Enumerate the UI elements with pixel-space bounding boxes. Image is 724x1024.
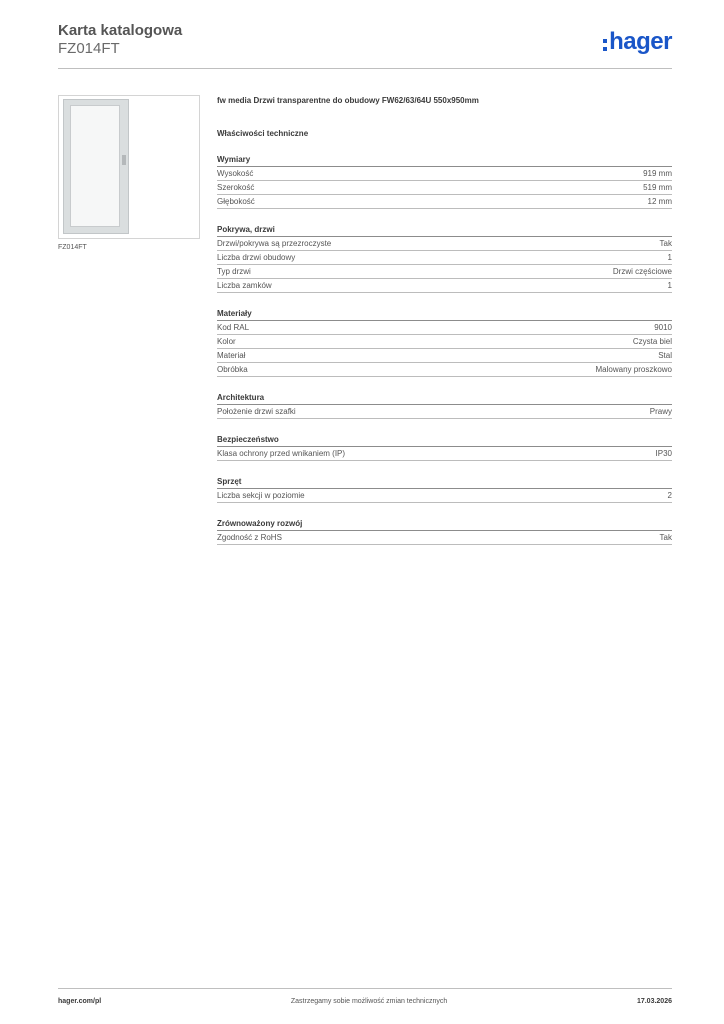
property-row bbox=[217, 349, 672, 363]
door-frame bbox=[63, 99, 129, 234]
door-lock-icon bbox=[122, 155, 126, 165]
page-header bbox=[58, 22, 672, 57]
footer-date: 17.03.2026 bbox=[636, 998, 672, 1005]
door-glass-panel bbox=[70, 105, 120, 227]
property-label: Wysokość bbox=[217, 169, 254, 178]
property-group bbox=[217, 225, 672, 293]
property-row bbox=[217, 363, 672, 377]
group-title: Pokrywa, drzwi bbox=[217, 225, 672, 237]
property-value: 519 mm bbox=[643, 183, 672, 192]
property-label: Liczba sekcji w poziomie bbox=[217, 491, 305, 500]
property-value: Prawy bbox=[649, 407, 672, 416]
group-title: Wymiary bbox=[217, 155, 672, 167]
product-image bbox=[58, 95, 200, 239]
technical-sheet bbox=[217, 96, 672, 545]
property-value: 1 bbox=[667, 281, 672, 290]
logo-text: hager bbox=[609, 28, 672, 55]
document-title: Karta katalogowa bbox=[58, 22, 183, 39]
property-value: 12 mm bbox=[647, 197, 672, 206]
property-row bbox=[217, 181, 672, 195]
property-label: Drzwi/pokrywa są przezroczyste bbox=[217, 239, 332, 248]
property-row bbox=[217, 251, 672, 265]
logo-dots-icon bbox=[603, 39, 607, 51]
property-label: Klasa ochrony przed wnikaniem (IP) bbox=[217, 449, 346, 458]
property-group bbox=[217, 519, 672, 545]
property-row bbox=[217, 321, 672, 335]
property-row bbox=[217, 167, 672, 181]
property-label: Kod RAL bbox=[217, 323, 250, 332]
property-value: 2 bbox=[667, 491, 672, 500]
property-value: Tak bbox=[659, 239, 672, 248]
group-title: Sprzęt bbox=[217, 477, 672, 489]
property-value: 919 mm bbox=[643, 169, 672, 178]
property-group bbox=[217, 435, 672, 461]
property-group bbox=[217, 155, 672, 209]
property-row bbox=[217, 405, 672, 419]
property-value: IP30 bbox=[655, 449, 672, 458]
property-label: Obróbka bbox=[217, 365, 248, 374]
property-row bbox=[217, 335, 672, 349]
footer-divider bbox=[58, 988, 672, 989]
property-label: Położenie drzwi szafki bbox=[217, 407, 296, 416]
property-label: Materiał bbox=[217, 351, 246, 360]
header-divider bbox=[58, 68, 672, 69]
property-group bbox=[217, 309, 672, 377]
product-code: FZ014FT bbox=[58, 40, 120, 57]
property-group bbox=[217, 477, 672, 503]
image-caption: FZ014FT bbox=[58, 244, 87, 251]
property-row bbox=[217, 279, 672, 293]
property-row bbox=[217, 237, 672, 251]
property-label: Zgodność z RoHS bbox=[217, 533, 282, 542]
property-value: 1 bbox=[667, 253, 672, 262]
hager-logo bbox=[603, 28, 672, 56]
property-label: Liczba drzwi obudowy bbox=[217, 253, 296, 262]
section-heading: Właściwości techniczne bbox=[217, 129, 309, 138]
property-label: Typ drzwi bbox=[217, 267, 251, 276]
product-title: fw media Drzwi transparentne do obudowy FW62/63/64U 550x950mm bbox=[217, 96, 479, 105]
property-row bbox=[217, 265, 672, 279]
property-row bbox=[217, 531, 672, 545]
footer-website-link[interactable]: hager.com/pl bbox=[58, 998, 102, 1005]
property-label: Szerokość bbox=[217, 183, 255, 192]
property-label: Kolor bbox=[217, 337, 236, 346]
group-title: Architektura bbox=[217, 393, 672, 405]
property-row bbox=[217, 489, 672, 503]
page-footer bbox=[58, 998, 672, 1005]
property-value: Stal bbox=[658, 351, 672, 360]
group-title: Zrównoważony rozwój bbox=[217, 519, 672, 531]
footer-notice: Zastrzegamy sobie możliwość zmian technicznych bbox=[290, 998, 448, 1005]
property-label: Głębokość bbox=[217, 197, 255, 206]
property-value: Tak bbox=[659, 533, 672, 542]
property-value: 9010 bbox=[654, 323, 672, 332]
group-title: Bezpieczeństwo bbox=[217, 435, 672, 447]
property-value: Czysta biel bbox=[632, 337, 672, 346]
property-row bbox=[217, 195, 672, 209]
group-title: Materiały bbox=[217, 309, 672, 321]
property-value: Malowany proszkowo bbox=[595, 365, 672, 374]
property-value: Drzwi częściowe bbox=[612, 267, 672, 276]
property-row bbox=[217, 447, 672, 461]
property-label: Liczba zamków bbox=[217, 281, 272, 290]
property-groups bbox=[217, 155, 672, 545]
property-group bbox=[217, 393, 672, 419]
